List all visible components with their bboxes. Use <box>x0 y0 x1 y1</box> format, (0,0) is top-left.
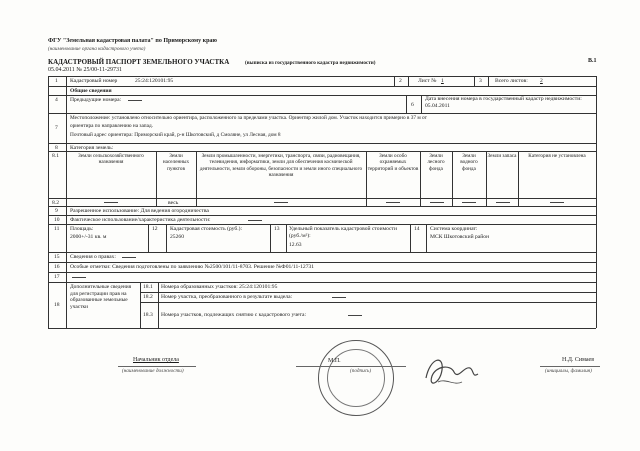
total-sheets-label: Всего листов: <box>495 77 528 84</box>
signer-position: Начальник отдела <box>133 357 179 363</box>
section18-label: Дополнительные сведения для регистрации прав на образованные земельные участки <box>70 284 132 310</box>
row-number: 6 <box>411 102 414 108</box>
coord-system-value: МСК Шкотовский район <box>430 234 490 240</box>
sheet-label: Лист № <box>418 77 437 84</box>
category-header: Земли населенных пунктов <box>162 153 190 172</box>
row-number: 9 <box>55 208 58 214</box>
row-number: 18.1 <box>143 284 153 290</box>
row-number: 11 <box>54 226 60 232</box>
name-note: (инициалы, фамилия) <box>545 368 592 374</box>
row-number: 18.3 <box>143 312 153 318</box>
coord-system-label: Система координат: <box>430 226 478 232</box>
row-number: 13 <box>274 226 280 232</box>
location-line: Местоположение: установлено относительно ориентира, расположенного за пределами участка. Ориентир жилой дом. Участок находится примерно в 37 м от <box>70 115 427 121</box>
row-number: 7 <box>55 125 58 131</box>
category-header: Земли водного фонда <box>460 153 478 172</box>
special-notes: Особые отметки: Сведения подготовлены по заявлению №2500/101/11-8703. Решение №Ф01/11-12731 <box>70 264 315 270</box>
row-number: 10 <box>54 217 60 223</box>
row-number: 12 <box>152 226 158 232</box>
location-line: Почтовый адрес ориентира: Приморский край, р-н Шкотовский, д Смоляне, ул Лесная, дом 8 <box>70 131 281 138</box>
row-number: 8.2 <box>52 199 59 206</box>
mp-mark: М.П. <box>328 358 341 364</box>
location-line: ориентира по направлению на запад. <box>70 123 154 130</box>
official-seal <box>318 340 394 416</box>
total-sheets-value: 2 <box>540 77 543 84</box>
signature-mark <box>420 348 480 398</box>
category-header: Земли запаса <box>487 153 517 159</box>
row-number: 2 <box>399 77 402 84</box>
category-header: Земли лесного фонда <box>427 153 445 172</box>
section18-item: Номера образованных участков: 25:24:120101:95 <box>161 284 278 290</box>
section18-item: Номера участков, подлежащих снятию с кадастрового учета: <box>161 312 307 318</box>
category-label: Категория земель: <box>70 144 114 151</box>
cadastral-number-value: 25:24:120101:95 <box>135 77 174 84</box>
area-value: 2000+/-31 кв. м <box>70 234 107 240</box>
area-label: Площадь: <box>70 226 94 232</box>
permitted-use: Разрешенное использование: Для ведения огородничества <box>70 208 209 214</box>
org-name: ФГУ "Земельная кадастровая палата" по Приморскому краю <box>48 38 218 44</box>
row-number: 3 <box>479 77 482 84</box>
row-number: 18.2 <box>143 294 153 300</box>
row-number: 8 <box>55 144 58 151</box>
rights-label: Сведения о правах: <box>70 254 116 260</box>
category-header: Земли промышленности, энергетики, транспорта, связи, радиовещания, телевидения, информатики, земли для обеспечения космической деятельности, земли обороны, безопасности и земли иного специального назначения <box>199 153 363 179</box>
specific-cost-label: Удельный показатель кадастровой стоимости (руб./м²): <box>289 226 397 239</box>
row-number: 15 <box>54 254 60 260</box>
form-code: В.1 <box>588 58 597 64</box>
entry-date: Дата внесения номера в государственный кадастр недвижимости: 05.04.2011 <box>425 96 582 109</box>
actual-use-label: Фактическое использование/характеристика деятельности: <box>70 217 211 223</box>
section18-item: Номер участка, преобразованного в результате выдела: <box>161 294 293 300</box>
cadastral-number-label: Кадастровый номер <box>70 77 118 84</box>
document-title: КАДАСТРОВЫЙ ПАСПОРТ ЗЕМЕЛЬНОГО УЧАСТКА <box>48 58 230 66</box>
general-heading: Общие сведения <box>70 87 112 94</box>
category-header: Земли особо охраняемых территорий и объектов <box>367 153 419 172</box>
org-note: (наименование органа кадастрового учета) <box>48 46 146 52</box>
row-number: 17 <box>54 274 60 280</box>
category-header: Земли сельскохозяйственного назначения <box>78 153 144 166</box>
row-number: 8.1 <box>52 153 59 159</box>
row-number: 4 <box>55 97 58 103</box>
cost-value: 25260 <box>170 234 184 240</box>
category-header: Категория не установлена <box>528 153 586 159</box>
previous-numbers-label: Предыдущие номера: <box>70 97 122 103</box>
specific-cost-value: 12.63 <box>289 242 302 248</box>
cost-label: Кадастровая стоимость (руб.): <box>170 226 243 232</box>
row-number: 14 <box>414 226 420 232</box>
signer-name: Н.Д. Симаев <box>562 357 595 363</box>
row-number: 18 <box>54 302 60 308</box>
location <box>70 114 427 139</box>
row-number: 1 <box>55 77 58 84</box>
position-note: (наименование должности) <box>122 368 184 374</box>
row-number: 16 <box>54 264 60 270</box>
signature-note: (подпись) <box>350 368 372 374</box>
settlement-value: весь <box>168 199 179 206</box>
date-number-line: 05.04.2011 № 25/00-11-29731 <box>48 67 122 73</box>
document-subtitle: (выписка из государственного кадастра недвижимости) <box>245 59 376 66</box>
sheet-value: 1 <box>441 77 444 84</box>
